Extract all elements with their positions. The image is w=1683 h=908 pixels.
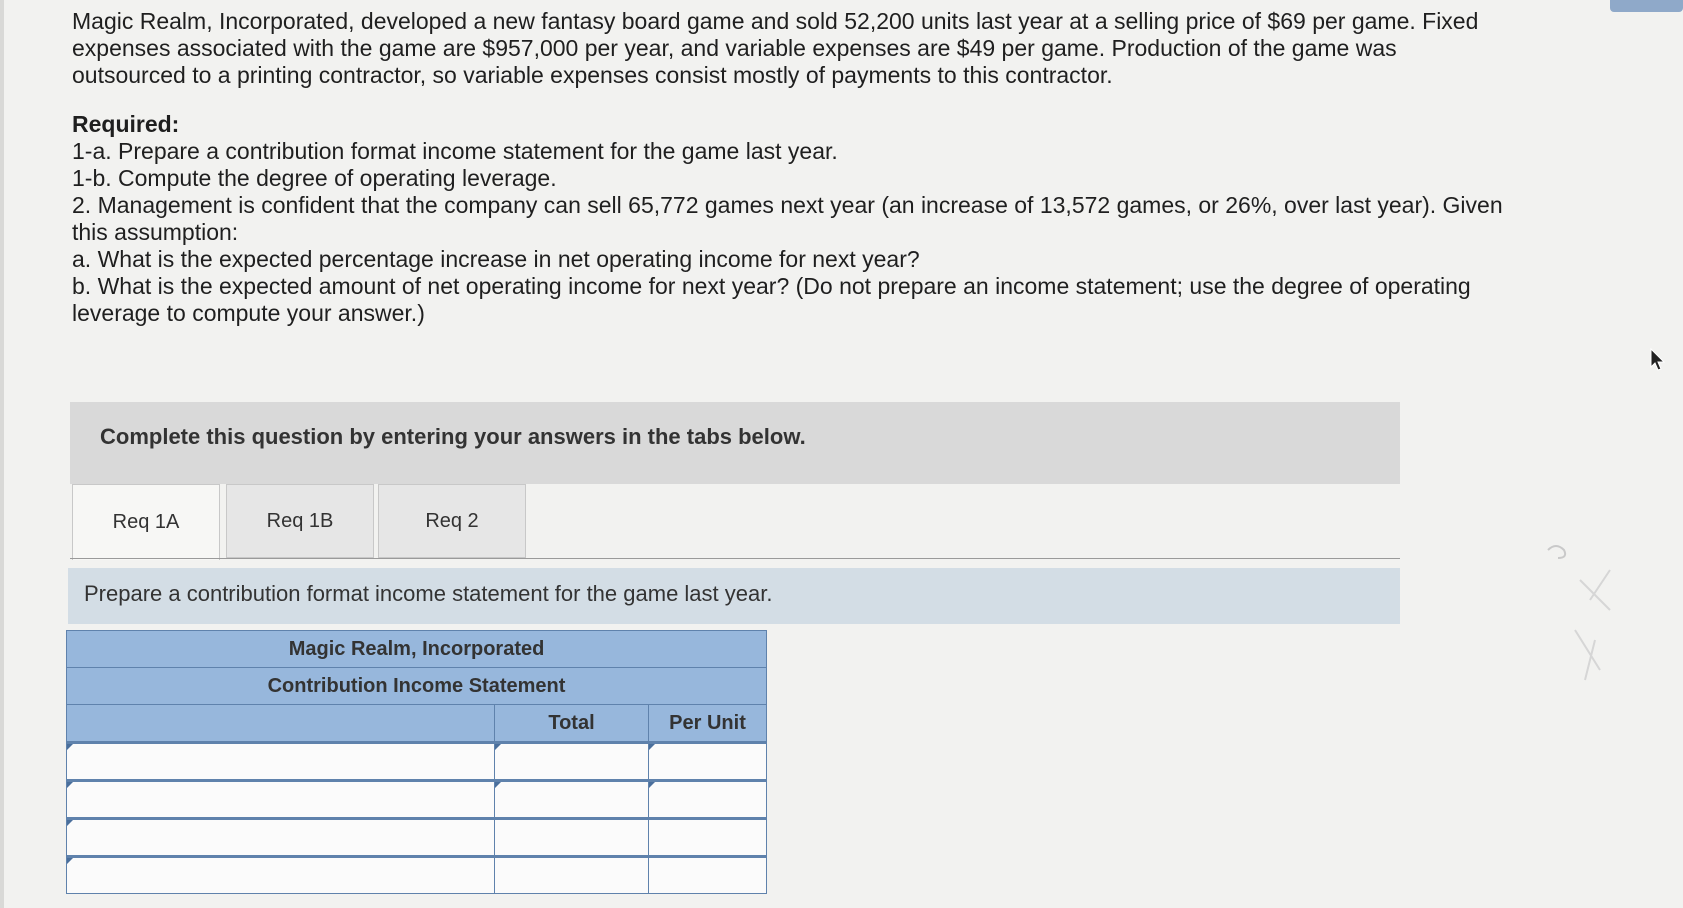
table-row	[67, 819, 767, 857]
row-label-input[interactable]	[67, 782, 494, 817]
triangle-marker-icon	[649, 782, 655, 788]
total-input[interactable]	[495, 820, 648, 855]
table-row	[67, 743, 767, 781]
pencil-sketch-icon	[1540, 540, 1630, 710]
problem-intro: Magic Realm, Incorporated, developed a new fantasy board game and sold 52,200 units last year at a selling price of $69 per game. Fixed expenses associated with the game are $957,000 per year, and variable expenses are $49 per game. Production of the game was outsourced to a printing contractor, so variable expenses consist mostly of payments to this contractor.	[72, 8, 1479, 88]
total-cell[interactable]	[495, 857, 649, 894]
per-unit-input[interactable]	[649, 782, 766, 817]
per-unit-input[interactable]	[649, 820, 766, 855]
total-input[interactable]	[495, 782, 648, 817]
top-right-toolbar-tab[interactable]	[1610, 0, 1683, 12]
per-unit-cell[interactable]	[649, 781, 767, 819]
tab-req-1a[interactable]: Req 1A	[72, 484, 220, 560]
per-unit-input[interactable]	[649, 744, 766, 779]
row-label-input[interactable]	[67, 820, 494, 855]
total-column-header: Total	[495, 705, 649, 743]
total-input[interactable]	[495, 744, 648, 779]
contribution-income-statement-table	[66, 630, 767, 894]
per-unit-column-header: Per Unit	[649, 705, 767, 743]
tab-prompt-bar	[68, 568, 1400, 624]
requirement-1b: 1-b. Compute the degree of operating leverage.	[72, 165, 557, 191]
instruction-text: Complete this question by entering your answers in the tabs below.	[100, 424, 806, 449]
row-label-cell[interactable]	[67, 781, 495, 819]
company-name-header: Magic Realm, Incorporated	[67, 631, 767, 668]
requirement-2a: a. What is the expected percentage increase in net operating income for next year?	[72, 246, 920, 272]
instruction-banner	[70, 402, 1400, 484]
row-label-cell[interactable]	[67, 743, 495, 781]
tab-prompt-text: Prepare a contribution format income statement for the game last year.	[84, 581, 773, 606]
required-heading: Required:	[72, 111, 180, 137]
left-edge-divider	[0, 0, 4, 908]
triangle-marker-icon	[67, 858, 73, 864]
problem-statement	[72, 8, 1512, 327]
requirement-1a: 1-a. Prepare a contribution format income statement for the game last year.	[72, 138, 838, 164]
triangle-marker-icon	[649, 744, 655, 750]
total-cell[interactable]	[495, 819, 649, 857]
per-unit-cell[interactable]	[649, 857, 767, 894]
total-input[interactable]	[495, 858, 648, 893]
table-row	[67, 857, 767, 894]
row-label-cell[interactable]	[67, 819, 495, 857]
requirement-2: 2. Management is confident that the company can sell 65,772 games next year (an increase of 13,572 games, or 26%, over last year). Given this assumption:	[72, 192, 1503, 245]
statement-title-header: Contribution Income Statement	[67, 668, 767, 705]
label-column-header	[67, 705, 495, 743]
triangle-marker-icon	[67, 820, 73, 826]
total-cell[interactable]	[495, 743, 649, 781]
per-unit-input[interactable]	[649, 858, 766, 893]
per-unit-cell[interactable]	[649, 819, 767, 857]
triangle-marker-icon	[67, 782, 73, 788]
table-row	[67, 781, 767, 819]
triangle-marker-icon	[67, 744, 73, 750]
arrow-pointer-icon	[1650, 348, 1666, 372]
tab-req-2[interactable]: Req 2	[378, 484, 526, 558]
triangle-marker-icon	[495, 782, 501, 788]
per-unit-cell[interactable]	[649, 743, 767, 781]
tab-req-1b[interactable]: Req 1B	[226, 484, 374, 558]
requirement-2b: b. What is the expected amount of net operating income for next year? (Do not prepare an income statement; use the degree of operating leverage to compute your answer.)	[72, 273, 1471, 326]
row-label-cell[interactable]	[67, 857, 495, 894]
row-label-input[interactable]	[67, 744, 494, 779]
tab-divider	[70, 558, 1400, 559]
total-cell[interactable]	[495, 781, 649, 819]
row-label-input[interactable]	[67, 858, 494, 893]
triangle-marker-icon	[495, 744, 501, 750]
